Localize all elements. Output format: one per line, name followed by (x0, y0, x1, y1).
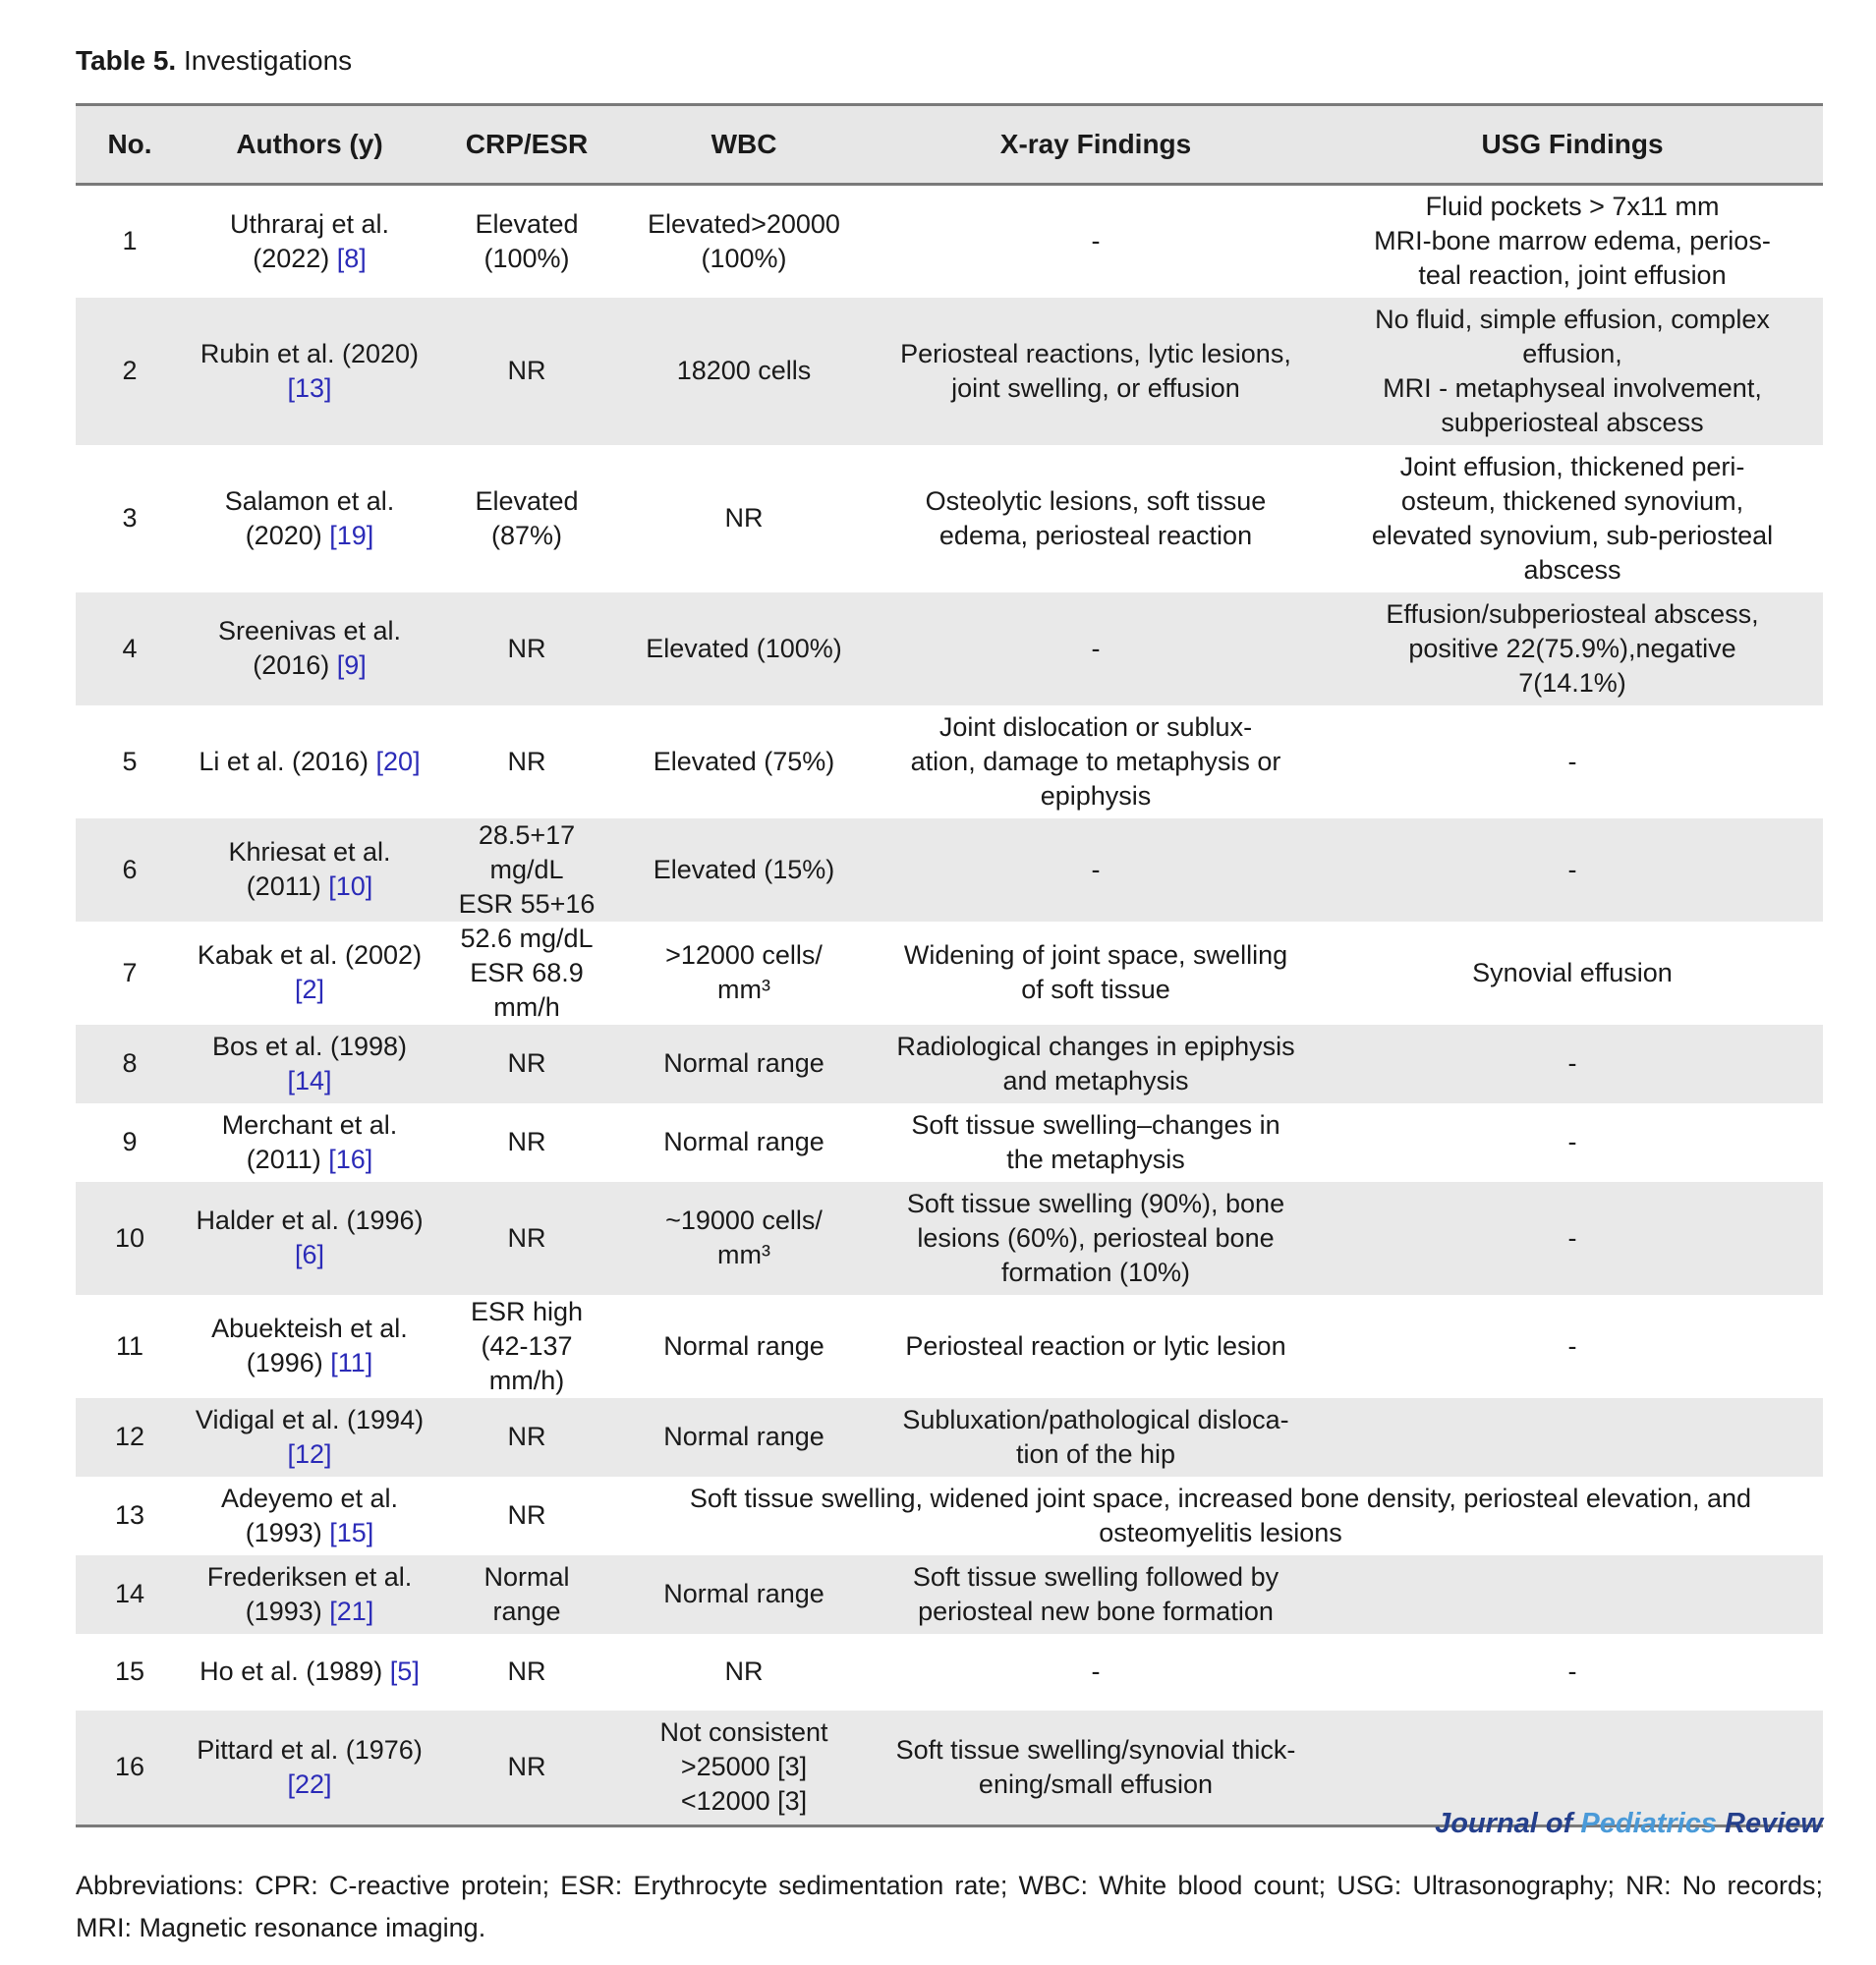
cell-xray (870, 818, 1322, 922)
cell-author (184, 592, 435, 705)
cell-wbc-text: Normal range (663, 1422, 824, 1451)
cell-no-text: 10 (114, 1222, 145, 1253)
cell-crp-esr-text: Elevated (87%) (475, 485, 579, 550)
cell-author-text: Uthraraj et al. (2022) (229, 208, 390, 273)
cell-author (184, 1555, 435, 1634)
cell-author (184, 1634, 435, 1711)
table-row (76, 185, 1823, 298)
cell-author-text: Halder et al. (1996) (196, 1206, 424, 1235)
cell-no-text: 11 (115, 1330, 144, 1361)
cell-wbc-text: NR (724, 1656, 764, 1686)
cell-no-text: 12 (114, 1422, 145, 1451)
header-row (76, 105, 1823, 185)
cell-crp-esr (435, 1398, 618, 1477)
cell-wbc (618, 1711, 870, 1826)
header-crp-esr: CRP/ESR (435, 105, 618, 185)
cell-no (76, 922, 184, 1025)
cell-xray-text: - (1091, 633, 1101, 663)
cell-crp-esr (435, 298, 618, 445)
cell-wbc-text: Normal range (663, 1127, 824, 1156)
cell-no (76, 1295, 184, 1398)
cell-wbc-text: Normal range (663, 1579, 824, 1608)
table-row (76, 922, 1823, 1025)
cell-wbc (618, 1398, 870, 1477)
cell-crp-esr (435, 1555, 618, 1634)
reference-link[interactable]: [15] (329, 1517, 374, 1547)
cell-no (76, 1555, 184, 1634)
reference-link[interactable]: [19] (329, 520, 374, 550)
cell-crp-esr-text: NR (507, 1048, 546, 1078)
cell-author (184, 1477, 435, 1555)
table-label: Table 5. (76, 45, 177, 76)
cell-crp-esr (435, 1103, 618, 1182)
reference-link[interactable]: [6] (294, 1240, 325, 1269)
cell-no (76, 1103, 184, 1182)
cell-xray-text: - (1091, 1656, 1101, 1686)
cell-author-text: Kabak et al. (2002) (197, 940, 423, 970)
table-row (76, 1295, 1823, 1398)
table-title: Investigations (183, 45, 353, 76)
table-row (76, 1025, 1823, 1103)
reference-link[interactable]: [14] (287, 1065, 332, 1095)
cell-author-text: Vidigal et al. (1994) (195, 1404, 425, 1434)
cell-author (184, 1295, 435, 1398)
table-row (76, 1182, 1823, 1295)
cell-no-text: 1 (122, 226, 138, 256)
cell-no (76, 818, 184, 922)
cell-no-text: 15 (114, 1656, 145, 1686)
cell-merged-findings-text: Soft tissue swelling, widened joint space, increased bone density, periosteal elevation, and osteomyelitis lesions (689, 1483, 1752, 1547)
cell-wbc (618, 298, 870, 445)
cell-no (76, 705, 184, 818)
reference-link[interactable]: [21] (329, 1596, 374, 1626)
cell-crp-esr-text: NR (507, 746, 546, 776)
cell-wbc-text: Elevated (75%) (653, 746, 835, 776)
cell-no (76, 1634, 184, 1711)
cell-xray (870, 1103, 1322, 1182)
cell-author (184, 1398, 435, 1477)
cell-wbc-text: NR (724, 503, 764, 533)
investigations-table (76, 103, 1823, 1827)
cell-crp-esr (435, 1711, 618, 1826)
cell-wbc (618, 592, 870, 705)
cell-xray-text: - (1091, 854, 1101, 884)
cell-crp-esr-text: NR (507, 1752, 546, 1782)
cell-no (76, 592, 184, 705)
cell-crp-esr-text: Normal range (483, 1561, 570, 1626)
cell-author-text: Li et al. (2016) (199, 746, 370, 776)
cell-xray (870, 1711, 1322, 1826)
cell-crp-esr-text: NR (507, 1127, 546, 1156)
cell-usg (1322, 1025, 1823, 1103)
cell-wbc-text: Elevated (100%) (646, 633, 842, 663)
cell-crp-esr (435, 592, 618, 705)
cell-author (184, 185, 435, 298)
cell-no-text: 2 (122, 356, 138, 385)
cell-no-text: 9 (122, 1127, 138, 1156)
cell-crp-esr-text: ESR high (42-137 mm/h) (470, 1296, 584, 1395)
cell-wbc (618, 1634, 870, 1711)
cell-usg-text: - (1567, 1222, 1577, 1253)
cell-xray (870, 705, 1322, 818)
cell-xray-text: Soft tissue swelling/synovial thick- ening/small effusion (895, 1734, 1296, 1799)
logo-part-1: Journal of (1435, 1808, 1581, 1839)
header-no: No. (76, 105, 184, 185)
cell-author-text: Adeyemo et al. (1993) (220, 1483, 399, 1547)
cell-author (184, 705, 435, 818)
cell-xray (870, 1555, 1322, 1634)
cell-author (184, 1711, 435, 1826)
cell-usg (1322, 1398, 1823, 1477)
cell-crp-esr (435, 1634, 618, 1711)
logo-part-2: Pediatrics (1580, 1808, 1726, 1839)
cell-usg-text: - (1567, 1656, 1577, 1686)
cell-xray (870, 185, 1322, 298)
abbreviations-note: Abbreviations: CPR: C-reactive protein; ESR: Erythrocyte sedimentation rate; WBC: White blood count; USG: Ultrasonography; NR: No records; MRI: Magnetic resonance imaging. (76, 1871, 1823, 1942)
cell-crp-esr (435, 1025, 618, 1103)
cell-wbc (618, 1025, 870, 1103)
reference-link[interactable]: [5] (389, 1656, 420, 1686)
cell-xray (870, 922, 1322, 1025)
cell-author (184, 1025, 435, 1103)
cell-usg-text: No fluid, simple effusion, complex effusion, MRI - metaphyseal involvement, subperiosteal abscess (1375, 304, 1770, 437)
cell-author (184, 445, 435, 592)
cell-author-text: Khriesat et al. (2011) (228, 837, 391, 901)
cell-crp-esr (435, 1477, 618, 1555)
table-row (76, 818, 1823, 922)
reference-link[interactable]: [8] (336, 243, 367, 273)
cell-xray (870, 592, 1322, 705)
cell-usg (1322, 445, 1823, 592)
cell-no-text: 5 (122, 746, 138, 776)
cell-no-text: 6 (122, 854, 138, 884)
cell-xray-text: Soft tissue swelling followed by periosteal new bone formation (912, 1561, 1279, 1626)
cell-no (76, 185, 184, 298)
cell-wbc (618, 1295, 870, 1398)
cell-author-text: Merchant et al. (2011) (221, 1109, 398, 1174)
cell-crp-esr (435, 1295, 618, 1398)
cell-xray (870, 1634, 1322, 1711)
header-authors: Authors (y) (184, 105, 435, 185)
table-caption (76, 45, 352, 77)
cell-xray-text: Widening of joint space, swelling of soft tissue (903, 940, 1288, 1004)
cell-wbc-text: Elevated>20000 (100%) (648, 208, 840, 273)
reference-link[interactable]: [13] (287, 372, 332, 403)
table-row (76, 1103, 1823, 1182)
cell-xray (870, 445, 1322, 592)
cell-crp-esr (435, 1182, 618, 1295)
cell-author-text: Salamon et al. (2020) (224, 485, 395, 550)
cell-crp-esr (435, 818, 618, 922)
cell-xray-text: Periosteal reactions, lytic lesions, joint swelling, or effusion (900, 338, 1291, 403)
cell-wbc (618, 705, 870, 818)
cell-usg (1322, 1555, 1823, 1634)
table-row (76, 1398, 1823, 1477)
cell-no-text: 14 (114, 1579, 145, 1608)
cell-usg (1322, 1634, 1823, 1711)
cell-author-text: Sreenivas et al. (2016) (217, 616, 402, 680)
cell-no (76, 1025, 184, 1103)
cell-xray-text: Joint dislocation or sublux- ation, damage to metaphysis or epiphysis (910, 711, 1281, 811)
header-usg: USG Findings (1322, 105, 1823, 185)
cell-author (184, 1182, 435, 1295)
table-row (76, 592, 1823, 705)
cell-usg (1322, 818, 1823, 922)
cell-usg-text: Fluid pockets > 7x11 mm MRI-bone marrow edema, perios- teal reaction, joint effusion (1374, 192, 1771, 291)
cell-xray-text: Soft tissue swelling–changes in the metaphysis (911, 1109, 1280, 1174)
cell-crp-esr-text: NR (507, 1500, 546, 1530)
cell-no (76, 1477, 184, 1555)
reference-link[interactable]: [20] (375, 746, 421, 776)
cell-wbc (618, 818, 870, 922)
cell-wbc-text: >12000 cells/ mm³ (665, 940, 823, 1004)
cell-usg (1322, 1295, 1823, 1398)
table-row (76, 445, 1823, 592)
cell-xray-text: Osteolytic lesions, soft tissue edema, periosteal reaction (925, 485, 1267, 550)
cell-wbc-text: Normal range (663, 1330, 824, 1361)
cell-usg (1322, 705, 1823, 818)
cell-crp-esr-text: NR (507, 1422, 546, 1451)
logo-part-3: Review (1725, 1808, 1823, 1839)
reference-link[interactable]: [2] (294, 975, 325, 1004)
cell-no-text: 8 (122, 1048, 138, 1078)
reference-link[interactable]: [10] (328, 871, 373, 901)
cell-no-text: 7 (122, 957, 138, 987)
cell-wbc-text: Not consistent >25000 [3] <12000 [3] (659, 1717, 828, 1817)
cell-xray-text: Soft tissue swelling (90%), bone lesions (60%), periosteal bone formation (10%) (906, 1188, 1285, 1287)
table-row (76, 1477, 1823, 1555)
cell-usg-text: Synovial effusion (1472, 957, 1673, 987)
cell-xray-text: Subluxation/pathological disloca- tion of the hip (902, 1404, 1289, 1469)
cell-xray (870, 1182, 1322, 1295)
cell-xray-text: Radiological changes in epiphysis and metaphysis (896, 1031, 1295, 1095)
reference-link[interactable]: [16] (328, 1144, 373, 1174)
cell-author (184, 298, 435, 445)
cell-crp-esr-text: Elevated (100%) (475, 208, 579, 273)
cell-usg-text: - (1567, 854, 1577, 884)
reference-link[interactable]: [11] (330, 1348, 373, 1377)
cell-crp-esr-text: NR (507, 1656, 546, 1686)
cell-no (76, 1398, 184, 1477)
reference-link[interactable]: [22] (287, 1768, 332, 1799)
journal-logo (1435, 1808, 1823, 1840)
cell-usg (1322, 298, 1823, 445)
header-xray: X-ray Findings (870, 105, 1322, 185)
cell-usg (1322, 1182, 1823, 1295)
cell-crp-esr (435, 705, 618, 818)
cell-no (76, 298, 184, 445)
cell-author (184, 1103, 435, 1182)
cell-wbc (618, 1103, 870, 1182)
cell-xray (870, 298, 1322, 445)
cell-xray (870, 1398, 1322, 1477)
cell-usg (1322, 1103, 1823, 1182)
cell-wbc (618, 1555, 870, 1634)
cell-usg (1322, 592, 1823, 705)
cell-crp-esr (435, 922, 618, 1025)
cell-usg (1322, 922, 1823, 1025)
cell-merged-findings (618, 1477, 1823, 1555)
cell-no-text: 3 (122, 503, 138, 533)
cell-wbc (618, 922, 870, 1025)
cell-usg-text: - (1567, 746, 1577, 776)
table-row (76, 1634, 1823, 1711)
cell-xray-text: - (1091, 226, 1101, 256)
cell-usg-text: - (1567, 1127, 1577, 1156)
cell-author-text: Frederiksen et al. (1993) (206, 1561, 413, 1626)
cell-author-text: Ho et al. (1989) (199, 1656, 383, 1686)
cell-crp-esr-text: 28.5+17 mg/dL ESR 55+16 (458, 819, 596, 919)
cell-wbc-text: Normal range (663, 1048, 824, 1078)
cell-no-text: 16 (114, 1752, 145, 1782)
cell-author-text: Abuekteish et al. (1996) (211, 1314, 408, 1377)
cell-no (76, 1711, 184, 1826)
cell-usg-text: - (1567, 1048, 1577, 1078)
cell-no-text: 13 (114, 1500, 145, 1530)
cell-xray-text: Periosteal reaction or lytic lesion (905, 1330, 1286, 1361)
cell-crp-esr-text: NR (507, 1222, 546, 1253)
cell-usg-text: Joint effusion, thickened peri- osteum, thickened synovium, elevated synovium, sub-periosteal abscess (1371, 451, 1774, 585)
reference-link[interactable]: [12] (287, 1438, 332, 1469)
cell-xray (870, 1025, 1322, 1103)
cell-author-text: Pittard et al. (1976) (197, 1734, 423, 1765)
table-row (76, 1555, 1823, 1634)
table-row (76, 705, 1823, 818)
cell-crp-esr (435, 185, 618, 298)
header-wbc: WBC (618, 105, 870, 185)
cell-wbc-text: Elevated (15%) (653, 854, 835, 884)
cell-crp-esr-text: NR (507, 633, 546, 663)
cell-wbc-text: 18200 cells (676, 356, 812, 385)
cell-wbc (618, 185, 870, 298)
cell-xray (870, 1295, 1322, 1398)
table-row (76, 298, 1823, 445)
cell-usg-text: Effusion/subperiosteal abscess, positive 22(75.9%),negative 7(14.1%) (1386, 598, 1759, 698)
cell-author (184, 922, 435, 1025)
cell-wbc (618, 1182, 870, 1295)
cell-author-text: Bos et al. (1998) (211, 1031, 408, 1061)
cell-no-text: 4 (122, 633, 138, 663)
cell-crp-esr-text: 52.6 mg/dL ESR 68.9 mm/h (460, 923, 594, 1022)
cell-crp-esr (435, 445, 618, 592)
cell-author (184, 818, 435, 922)
reference-link[interactable]: [9] (336, 650, 367, 680)
cell-usg-text: - (1567, 1330, 1577, 1361)
cell-author-text: Rubin et al. (2020) (199, 338, 420, 368)
cell-no (76, 445, 184, 592)
cell-usg (1322, 185, 1823, 298)
cell-crp-esr-text: NR (507, 356, 546, 385)
cell-wbc-text: ~19000 cells/ mm³ (665, 1206, 823, 1269)
cell-no (76, 1182, 184, 1295)
cell-wbc (618, 445, 870, 592)
